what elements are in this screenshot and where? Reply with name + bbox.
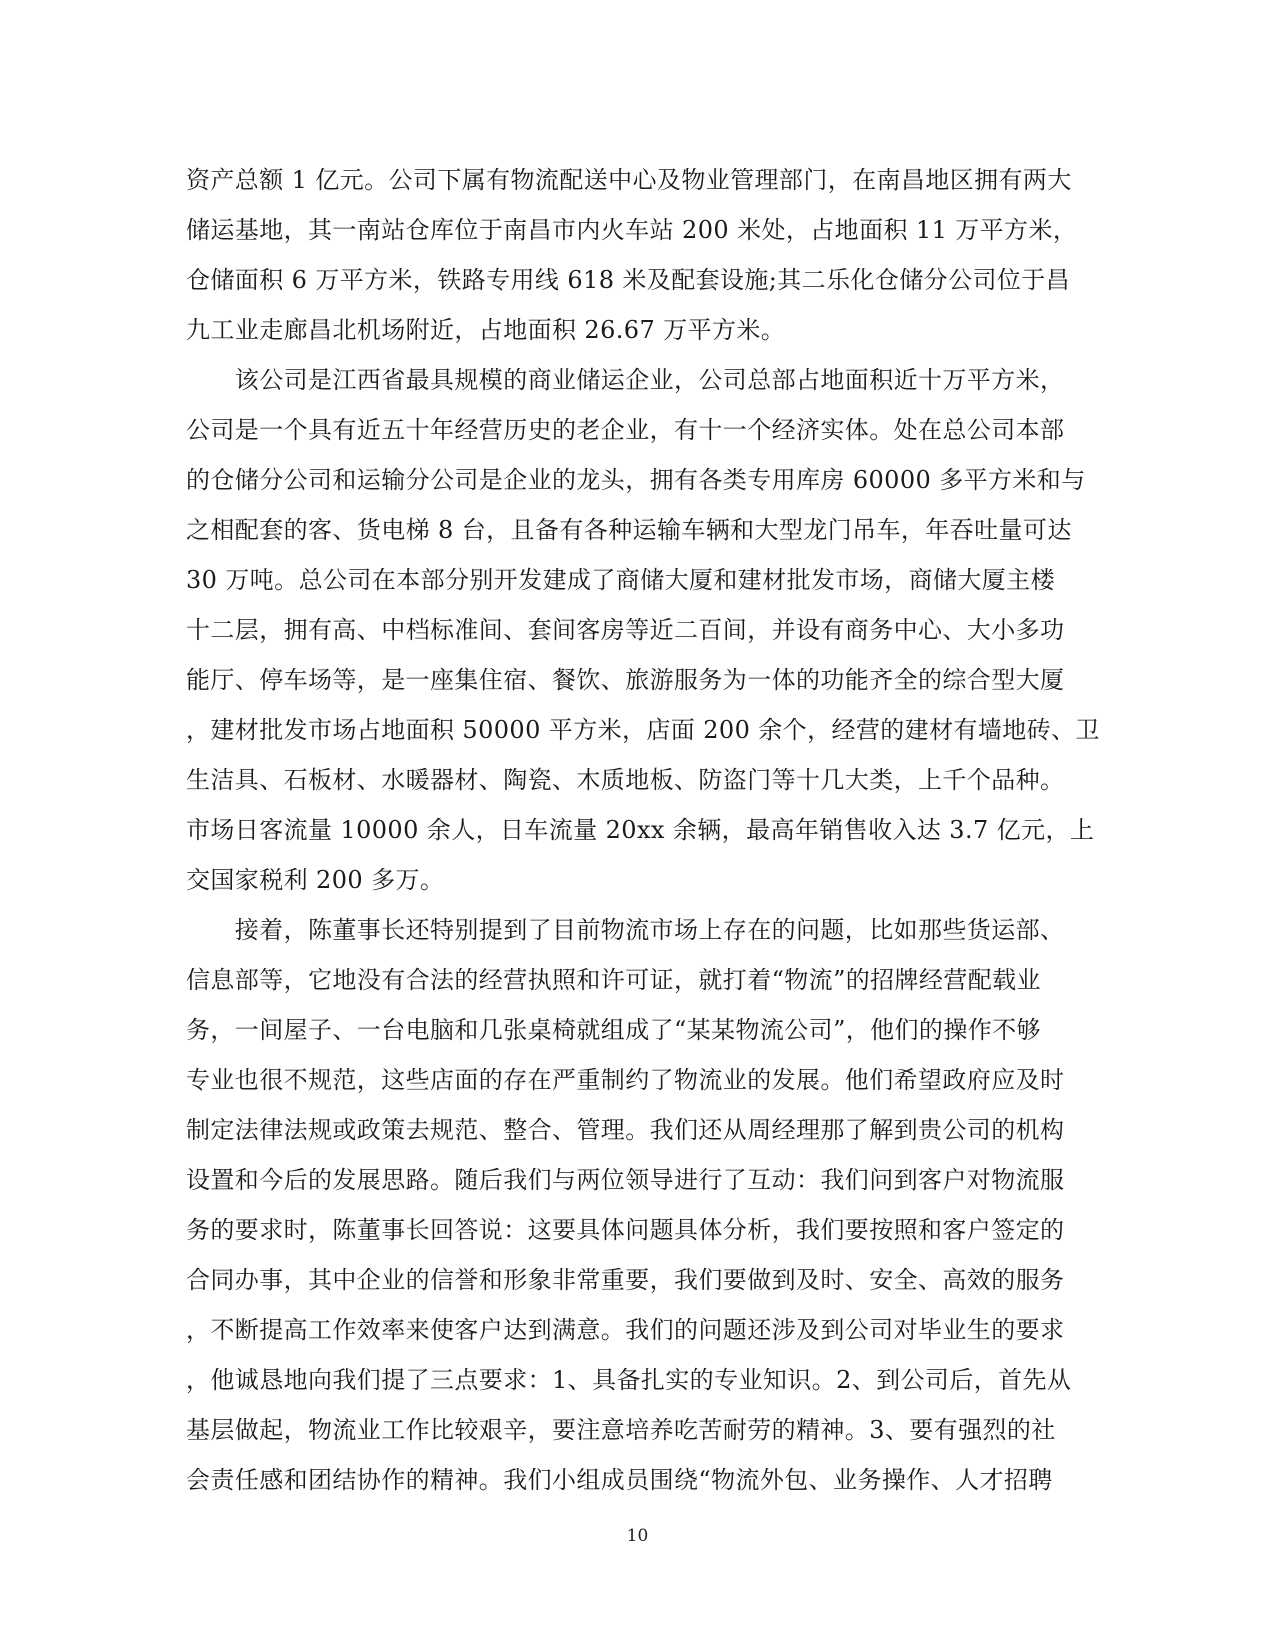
- text-line: 能厅、停车场等，是一座集住宿、餐饮、旅游服务为一体的功能齐全的综合型大厦: [186, 666, 1065, 694]
- text-line: 市场日客流量 10000 余人，日车流量 20xx 余辆，最高年销售收入达 3.7 亿元，上: [186, 816, 1095, 844]
- text-line: 信息部等，它地没有合法的经营执照和许可证，就打着“物流”的招牌经营配载业: [186, 966, 1041, 994]
- text-line: 的仓储分公司和运输分公司是企业的龙头，拥有各类专用库房 60000 多平方米和与: [186, 466, 1086, 494]
- text-line: 制定法律法规或政策去规范、整合、管理。我们还从周经理那了解到贵公司的机构: [186, 1116, 1065, 1144]
- text-line: 30 万吨。总公司在本部分别开发建成了商储大厦和建材批发市场，商储大厦主楼: [186, 566, 1055, 594]
- body-text: [186, 155, 1100, 1505]
- text-line: 设置和今后的发展思路。随后我们与两位领导进行了互动：我们问到客户对物流服: [186, 1166, 1065, 1194]
- text-line: 该公司是江西省最具规模的商业储运企业，公司总部占地面积近十万平方米，: [186, 366, 1065, 394]
- text-line: 公司是一个具有近五十年经营历史的老企业，有十一个经济实体。处在总公司本部: [186, 416, 1065, 444]
- text-line: 会责任感和团结协作的精神。我们小组成员围绕“物流外包、业务操作、人才招聘: [186, 1466, 1053, 1494]
- text-line: 资产总额 1 亿元。公司下属有物流配送中心及物业管理部门，在南昌地区拥有两大: [186, 166, 1072, 194]
- text-line: 务的要求时，陈董事长回答说：这要具体问题具体分析，我们要按照和客户签定的: [186, 1216, 1065, 1244]
- text-line: 基层做起，物流业工作比较艰辛，要注意培养吃苦耐劳的精神。3、要有强烈的社: [186, 1416, 1056, 1444]
- page-number: 10: [626, 1526, 649, 1546]
- text-line: 专业也很不规范，这些店面的存在严重制约了物流业的发展。他们希望政府应及时: [186, 1066, 1065, 1094]
- text-line: 储运基地，其一南站仓库位于南昌市内火车站 200 米处，占地面积 11 万平方米，: [186, 216, 1078, 244]
- text-line: ，不断提高工作效率来使客户达到满意。我们的问题还涉及到公司对毕业生的要求: [186, 1316, 1065, 1344]
- text-line: 交国家税利 200 多万。: [186, 866, 445, 894]
- text-line: 九工业走廊昌北机场附近，占地面积 26.67 万平方米。: [186, 316, 786, 344]
- text-line: 之相配套的客、货电梯 8 台，且备有各种运输车辆和大型龙门吊车，年吞吐量可达: [186, 516, 1072, 544]
- text-line: 务，一间屋子、一台电脑和几张桌椅就组成了“某某物流公司”，他们的操作不够: [186, 1016, 1041, 1044]
- text-line: ，建材批发市场占地面积 50000 平方米，店面 200 余个，经营的建材有墙地砖、卫: [186, 716, 1100, 744]
- text-line: 生洁具、石板材、水暖器材、陶瓷、木质地板、防盗门等十几大类，上千个品种。: [186, 766, 1065, 794]
- text-line: ，他诚恳地向我们提了三点要求：1、具备扎实的专业知识。2、到公司后，首先从: [186, 1366, 1072, 1394]
- text-line: 合同办事，其中企业的信誉和形象非常重要，我们要做到及时、安全、高效的服务: [186, 1266, 1065, 1294]
- text-line: 仓储面积 6 万平方米，铁路专用线 618 米及配套设施;其二乐化仓储分公司位于昌: [186, 266, 1071, 294]
- text-line: 接着，陈董事长还特别提到了目前物流市场上存在的问题，比如那些货运部、: [186, 916, 1065, 944]
- text-line: 十二层，拥有高、中档标准间、套间客房等近二百间，并设有商务中心、大小多功: [186, 616, 1065, 644]
